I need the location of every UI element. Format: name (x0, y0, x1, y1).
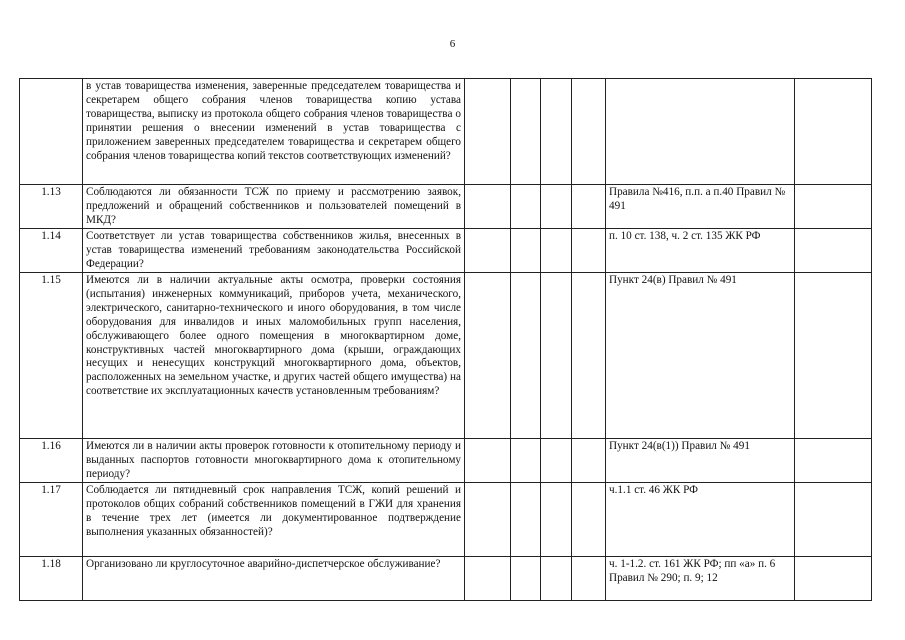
table-row (20, 229, 872, 273)
reference-cell: Пункт 24(в(1)) Правил № 491 (606, 439, 795, 483)
row-number: 1.17 (20, 483, 83, 557)
answer-no-cell (511, 483, 541, 557)
note-cell (795, 79, 872, 185)
answer-blank-cell (572, 557, 606, 601)
question-cell: Соответствует ли устав товарищества собственников жилья, внесенных в устав товарищества изменений требованиям законодательства Российской Федерации? (83, 229, 465, 273)
answer-no-cell (511, 557, 541, 601)
answer-no-cell (511, 229, 541, 273)
note-cell (795, 273, 872, 439)
answer-blank-cell (572, 483, 606, 557)
note-cell (795, 483, 872, 557)
answer-no-cell (511, 439, 541, 483)
row-number: 1.18 (20, 557, 83, 601)
reference-cell (606, 79, 795, 185)
answer-na-cell (541, 229, 572, 273)
answer-na-cell (541, 185, 572, 229)
row-number (20, 79, 83, 185)
reference-cell: ч.1.1 ст. 46 ЖК РФ (606, 483, 795, 557)
question-cell: Имеются ли в наличии акты проверок готовности к отопительному периоду и выданных паспортов готовности многоквартирного дома к отопительному периоду? (83, 439, 465, 483)
answer-no-cell (511, 185, 541, 229)
row-number: 1.14 (20, 229, 83, 273)
reference-cell: Правила №416, п.п. а п.40 Правил № 491 (606, 185, 795, 229)
answer-na-cell (541, 79, 572, 185)
answer-yes-cell (465, 185, 511, 229)
answer-na-cell (541, 483, 572, 557)
checklist-table (19, 78, 872, 601)
note-cell (795, 185, 872, 229)
row-number: 1.15 (20, 273, 83, 439)
answer-yes-cell (465, 229, 511, 273)
answer-yes-cell (465, 483, 511, 557)
table-row (20, 557, 872, 601)
row-number: 1.13 (20, 185, 83, 229)
answer-no-cell (511, 79, 541, 185)
note-cell (795, 557, 872, 601)
reference-cell: п. 10 ст. 138, ч. 2 ст. 135 ЖК РФ (606, 229, 795, 273)
table-row (20, 273, 872, 439)
answer-blank-cell (572, 79, 606, 185)
table-row (20, 185, 872, 229)
note-cell (795, 229, 872, 273)
note-cell (795, 439, 872, 483)
row-number: 1.16 (20, 439, 83, 483)
reference-cell: ч. 1-1.2. ст. 161 ЖК РФ; пп «а» п. 6 Правил № 290; п. 9; 12 (606, 557, 795, 601)
question-cell: Организовано ли круглосуточное аварийно-диспетчерское обслуживание? (83, 557, 465, 601)
question-cell: Соблюдаются ли обязанности ТСЖ по приему и рассмотрению заявок, предложений и обращений собственников и пользователей помещений в МКД? (83, 185, 465, 229)
answer-blank-cell (572, 439, 606, 483)
table-row (20, 79, 872, 185)
answer-blank-cell (572, 229, 606, 273)
answer-na-cell (541, 439, 572, 483)
answer-yes-cell (465, 557, 511, 601)
question-cell: Имеются ли в наличии актуальные акты осмотра, проверки состояния (испытания) инженерных коммуникаций, приборов учета, механического, электрического, санитарно-технического и иного оборудования, в том числе оборудования для инвалидов и иных маломобильных групп населения, обслуживающего более одного помещения в многоквартирном доме, конструктивных частей многоквартирного дома (крыши, ограждающих несущих и ненесущих конструкций многоквартирного дома, объектов, расположенных на земельном участке, и других частей общего имущества) на соответствие их эксплуатационных качеств установленным требованиям? (83, 273, 465, 439)
answer-yes-cell (465, 439, 511, 483)
reference-cell: Пункт 24(в) Правил № 491 (606, 273, 795, 439)
table-row (20, 483, 872, 557)
answer-no-cell (511, 273, 541, 439)
answer-na-cell (541, 273, 572, 439)
question-cell: в устав товарищества изменения, заверенные председателем товарищества и секретарем общего собрания членов товарищества копию устава товарищества, выписку из протокола общего собрания членов товарищества о принятии решения о внесении изменений в устав товарищества с приложением заверенных председателем товарищества и секретарем общего собрания членов товарищества копий текстов соответствующих изменений? (83, 79, 465, 185)
table-row (20, 439, 872, 483)
answer-yes-cell (465, 273, 511, 439)
answer-na-cell (541, 557, 572, 601)
page-number: 6 (449, 38, 456, 50)
answer-blank-cell (572, 185, 606, 229)
answer-blank-cell (572, 273, 606, 439)
answer-yes-cell (465, 79, 511, 185)
question-cell: Соблюдается ли пятидневный срок направления ТСЖ, копий решений и протоколов общих собраний собственников помещений в ГЖИ для хранения в течение трех лет (имеется ли документированное подтверждение выполнения указанных обязанностей)? (83, 483, 465, 557)
